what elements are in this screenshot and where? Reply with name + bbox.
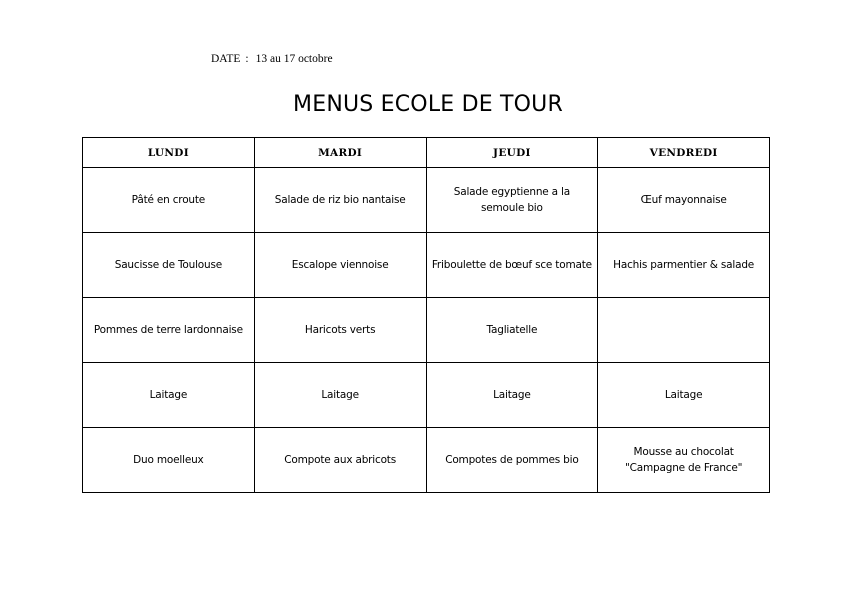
menu-row-dessert [83,428,770,493]
menu-cell: Haricots verts [254,298,426,363]
day-header-vendredi: VENDREDI [598,138,770,168]
menu-cell: Compote aux abricots [254,428,426,493]
day-header-lundi: LUNDI [83,138,255,168]
menu-cell: Escalope viennoise [254,233,426,298]
day-header-jeudi: JEUDI [426,138,598,168]
menu-cell: Laitage [83,363,255,428]
menu-table [82,137,770,493]
menu-cell: Laitage [254,363,426,428]
day-header-mardi: MARDI [254,138,426,168]
date-line [211,53,333,65]
menu-cell: Salade egyptienne a la semoule bio [426,168,598,233]
menu-cell: Tagliatelle [426,298,598,363]
menu-cell: Saucisse de Toulouse [83,233,255,298]
menu-cell: Hachis parmentier & salade [598,233,770,298]
menu-row-entree [83,168,770,233]
menu-row-plat [83,233,770,298]
menu-cell: Pâté en croute [83,168,255,233]
menu-cell: Mousse au chocolat "Campagne de France" [598,428,770,493]
menu-cell: Laitage [426,363,598,428]
date-label: DATE [211,53,241,65]
menu-cell [598,298,770,363]
menu-cell: Œuf mayonnaise [598,168,770,233]
menu-cell: Compotes de pommes bio [426,428,598,493]
menu-cell: Friboulette de bœuf sce tomate [426,233,598,298]
menu-header-row [83,138,770,168]
menu-cell: Pommes de terre lardonnaise [83,298,255,363]
menu-cell: Laitage [598,363,770,428]
menu-row-laitage [83,363,770,428]
menu-cell: Salade de riz bio nantaise [254,168,426,233]
menu-row-accompagnement [83,298,770,363]
page-title: MENUS ECOLE DE TOUR [293,92,563,117]
menu-cell: Duo moelleux [83,428,255,493]
date-value: 13 au 17 octobre [255,53,333,65]
date-separator: : [245,53,249,65]
